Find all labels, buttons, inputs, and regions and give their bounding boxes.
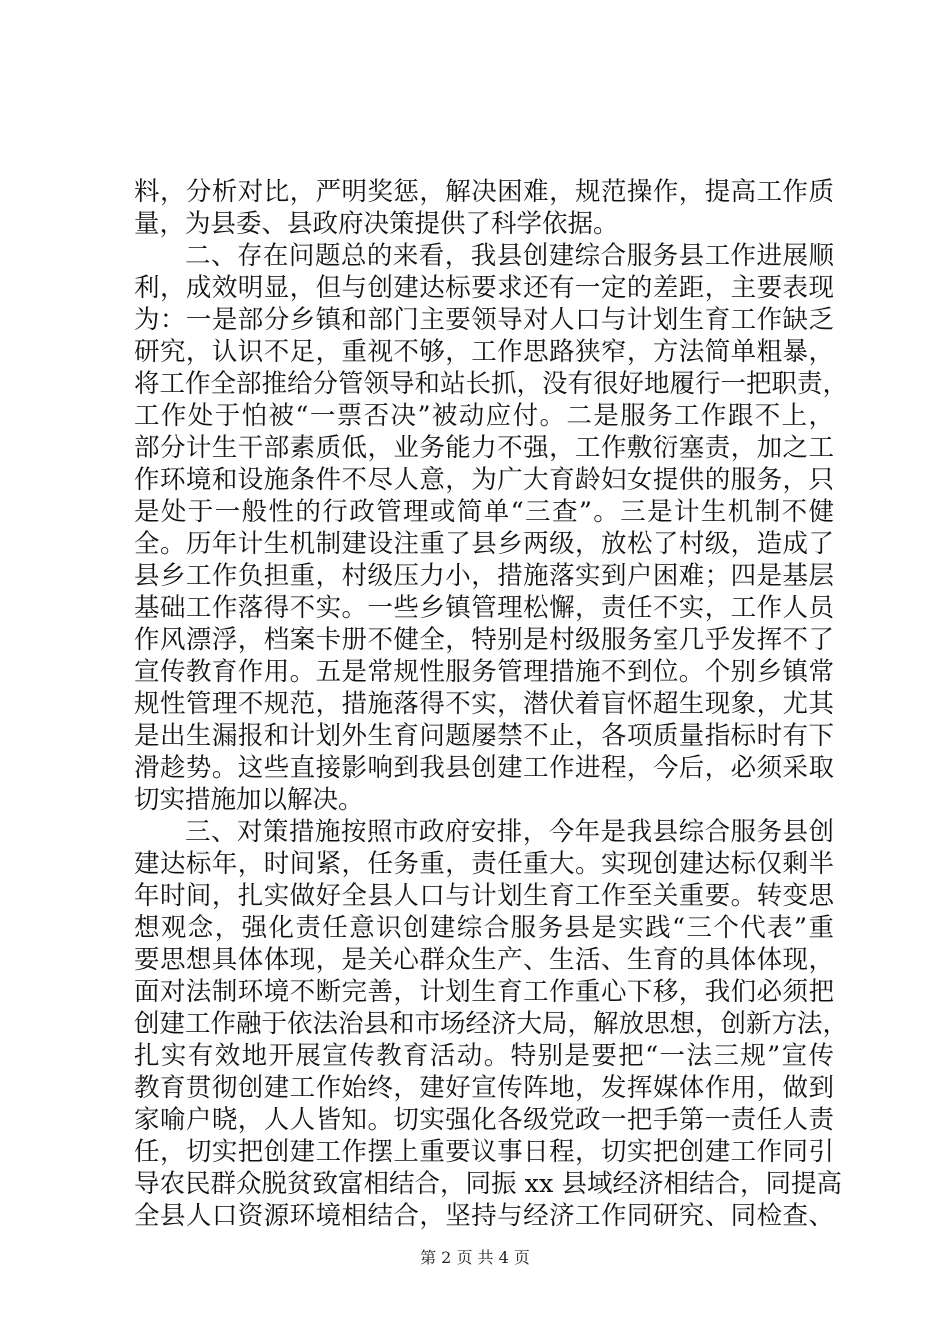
text-line: 基础工作落得不实。一些乡镇管理松懈，责任不实，工作人员 [134,593,834,623]
text-line: 导农民群众脱贫致富相结合，同振 xx 县域经济相结合，同提高 [134,1169,842,1199]
paragraph-countermeasures [134,816,849,1232]
page-number-footer: 第 2 页 共 4 页 [420,1248,530,1267]
text-line: 创建工作融于依法治县和市场经济大局，解放思想，创新方法， [134,1009,849,1039]
text-line: 三、对策措施按照市政府安排，今年是我县综合服务县创 [185,817,834,847]
text-line: 为：一是部分乡镇和部门主要领导对人口与计划生育工作缺乏 [134,305,834,335]
paragraph-continuation [134,176,834,240]
text-line: 作风漂浮，档案卡册不健全，特别是村级服务室几乎发挥不了 [134,625,834,655]
text-line: 部分计生干部素质低，业务能力不强，工作敷衍塞责，加之工 [134,433,834,463]
text-line: 教育贯彻创建工作始终，建好宣传阵地，发挥媒体作用，做到 [134,1073,834,1103]
text-line: 作环境和设施条件不尽人意，为广大育龄妇女提供的服务，只 [134,465,834,495]
text-line: 任，切实把创建工作摆上重要议事日程，切实把创建工作同引 [134,1137,834,1167]
document-body [134,176,849,1232]
text-line: 全县人口资源环境相结合，坚持与经济工作同研究、同检查、 [134,1201,834,1231]
text-line: 要思想具体体现，是关心群众生产、生活、生育的具体体现， [134,945,834,975]
text-line: 规性管理不规范，措施落得不实，潜伏着盲怀超生现象，尤其 [134,689,834,719]
text-line: 工作处于怕被“一票否决”被动应付。二是服务工作跟不上， [134,401,834,431]
paragraph-existing-problems [134,240,849,816]
text-line: 想观念，强化责任意识创建综合服务县是实践“三个代表”重 [134,913,834,943]
text-line: 料，分析对比，严明奖惩，解决困难，规范操作，提高工作质 [134,177,834,207]
text-line: 是出生漏报和计划外生育问题屡禁不止，各项质量指标时有下 [134,721,834,751]
text-line: 年时间，扎实做好全县人口与计划生育工作至关重要。转变思 [134,881,834,911]
text-line: 量，为县委、县政府决策提供了科学依据。 [134,209,619,239]
text-line: 建达标年，时间紧，任务重，责任重大。实现创建达标仅剩半 [134,849,834,879]
text-line: 县乡工作负担重，村级压力小，措施落实到户困难；四是基层 [134,561,834,591]
text-line: 二、存在问题总的来看，我县创建综合服务县工作进展顺 [185,241,834,271]
text-line: 滑趁势。这些直接影响到我县创建工作进程，今后，必须采取 [134,753,834,783]
text-line: 面对法制环境不断完善，计划生育工作重心下移，我们必须把 [134,977,834,1007]
text-line: 是处于一般性的行政管理或简单“三查”。三是计生机制不健 [134,497,834,527]
text-line: 家喻户晓，人人皆知。切实强化各级党政一把手第一责任人责 [134,1105,834,1135]
text-line: 利，成效明显，但与创建达标要求还有一定的差距，主要表现 [134,273,834,303]
text-line: 扎实有效地开展宣传教育活动。特别是要把“一法三规”宣传 [134,1041,834,1071]
text-line: 切实措施加以解决。 [134,785,364,815]
text-line: 全。历年计生机制建设注重了县乡两级，放松了村级，造成了 [134,529,834,559]
text-line: 宣传教育作用。五是常规性服务管理措施不到位。个别乡镇常 [134,657,834,687]
text-line: 研究，认识不足，重视不够，工作思路狭窄，方法简单粗暴， [134,337,834,367]
text-line: 将工作全部推给分管领导和站长抓，没有很好地履行一把职责， [134,369,849,399]
